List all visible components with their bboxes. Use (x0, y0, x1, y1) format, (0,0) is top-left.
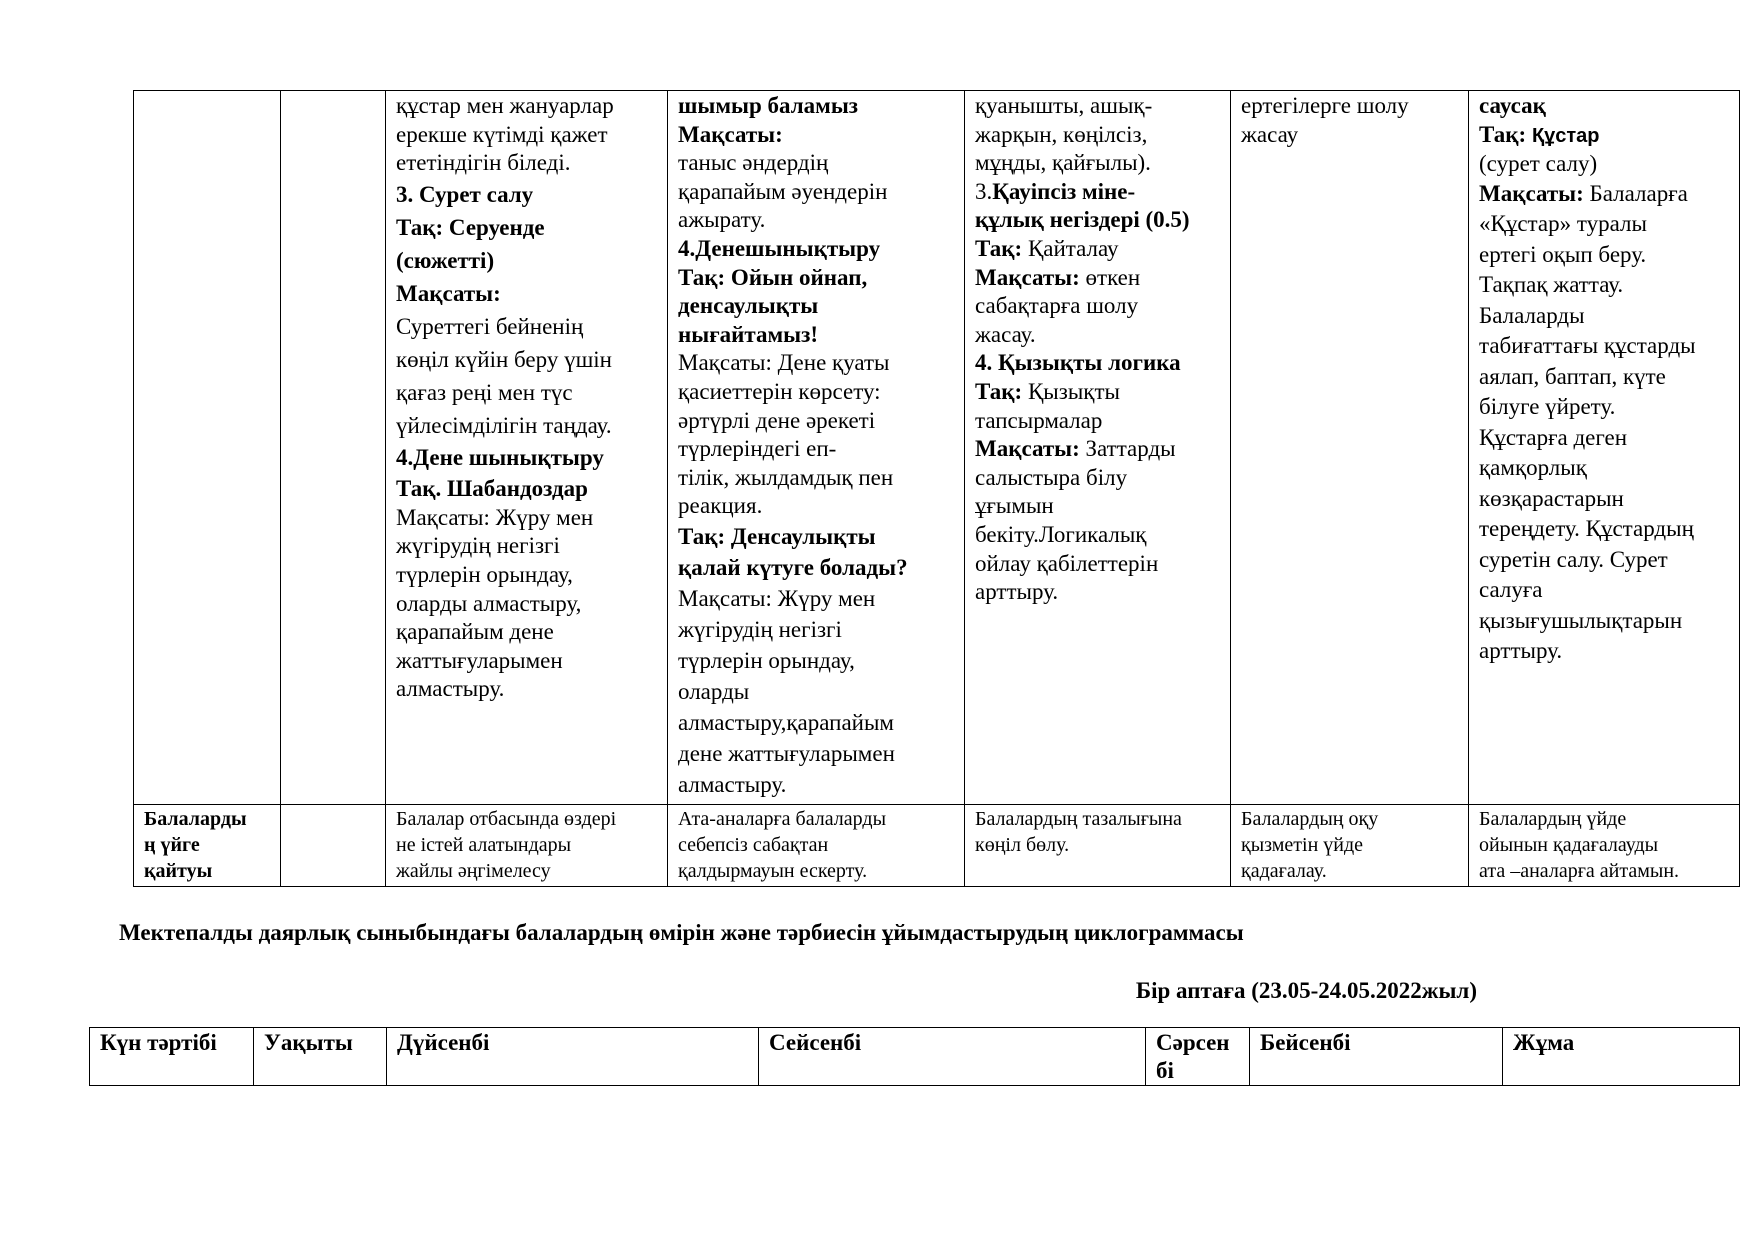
labeled-text (975, 264, 1220, 350)
cell-text: 4.Денешынықтыру Тақ: Ойын ойнап, денсаулықты нығайтамыз! (678, 235, 881, 347)
cell-thursday-activities (1231, 91, 1469, 805)
header-cell: Күн тәртібі (90, 1028, 254, 1086)
label: Тақ: (975, 378, 1023, 404)
cell-text: Мақсаты: Жүру мен жүгірудің негізгі түрлерін орындау, оларды алмастыру,қарапайым дене жаттығуларымен алмастыру. (678, 585, 895, 797)
cell-wednesday: Балалардың тазалығына көңіл бөлу. (965, 805, 1231, 887)
goal-text: Балаларға «Құстар» туралы ертегі оқып беру. Тақпақ жаттау. Балаларды табиғаттағы құстарды аялап, баптап, күте білуге үйрету. Құстарға деген қамқорлық көзқарастарын тереңдету. Құстардың суретін салу. Сурет салуға қызығушылықтарын арттыру. (1479, 180, 1696, 664)
text-run: Қауіпсіз міне- құлық негіздері (0.5) (975, 178, 1190, 233)
week-subheading: Бір аптаға (23.05-24.05.2022жыл) (1135, 978, 1477, 1003)
value: Қызықты тапсырмалар (975, 378, 1120, 433)
cell-text: Тақ: Денсаулықты қалай күтуге болады? (678, 523, 908, 580)
header-cell: Дүйсенбі (387, 1028, 759, 1086)
header-cell: Уақыты (254, 1028, 387, 1086)
labeled-text (975, 235, 1220, 264)
cell-friday-activities (1469, 91, 1740, 805)
cell-text: саусақ (1479, 93, 1546, 118)
cell-text: Мақсаты: Жүру мен жүгірудің негізгі түрлерін орындау, оларды алмастыру, қарапайым дене жаттығуларымен алмастыру. (396, 504, 594, 702)
value: Қайталау (1022, 235, 1119, 261)
header-cell: Жұма (1503, 1028, 1740, 1086)
cell-text: құстар мен жануарлар ерекше күтімді қажет ететіндігін біледі. (396, 93, 614, 176)
cell-empty (281, 805, 386, 887)
header-cell: Сейсенбі (759, 1028, 1146, 1086)
cell-tuesday: Ата-аналарға балаларды себепсіз сабақтан қалдырмауын ескерту. (668, 805, 965, 887)
table-row (134, 91, 1740, 805)
document-heading: Мектепалды даярлық сыныбындағы балалардың өмірін және тәрбиесін ұйымдастырудың циклограммасы (119, 920, 1244, 945)
cell-text: Мақсаты: Дене қуаты қасиеттерін көрсету: әртүрлі дене әрекеті түрлеріндегі еп- тілік, жылдамдық пен реакция. (678, 350, 894, 519)
cell-text: таныс әндердің қарапайым әуендерін ажырату. (678, 150, 888, 233)
cell-text: 4. Қызықты логика (975, 350, 1181, 376)
cell-thursday: Балалардың оқу қызметін үйде қадағалау. (1231, 805, 1469, 887)
label: Мақсаты: (975, 264, 1080, 290)
cell-empty (281, 91, 386, 805)
row-label-going-home: Балаларды ң үйге қайтуы (134, 805, 281, 887)
cell-text: (сурет салу) (1479, 151, 1598, 177)
cell-monday-activities (386, 91, 668, 805)
cell-text: 4.Дене шынықтыру Тақ. Шабандоздар (396, 444, 604, 501)
cell-empty (134, 91, 281, 805)
label-maqsaty: Мақсаты: (1479, 180, 1584, 206)
cell-text: ертегілерге шолу жасау (1241, 93, 1409, 147)
cell-text: қуанышты, ашық- жарқын, көңілсіз, мұңды, қайғылы). (975, 93, 1153, 176)
value: өткен сабақтарға шолу жасау. (975, 264, 1141, 347)
label: Тақ: (975, 235, 1023, 261)
cell-text: Тақ: Серуенде (сюжетті) (396, 214, 545, 273)
cell-tuesday-activities (668, 91, 965, 805)
labeled-text (975, 378, 1220, 435)
cell-friday: Балалардың үйде ойынын қадағалауды ата –аналарға айтамын. (1469, 805, 1740, 887)
labeled-text (975, 435, 1220, 607)
schedule-table-continued (133, 90, 1740, 887)
topic-text: Құстар (1531, 124, 1600, 147)
table-row (134, 805, 1740, 887)
header-cell: Бейсенбі (1250, 1028, 1503, 1086)
header-cell: Сәрсен бі (1146, 1028, 1250, 1086)
cell-text: Суреттегі бейненің көңіл күйін беру үшін қағаз реңі мен түс үйлесімділігін таңдау. (396, 313, 612, 438)
label-tak: Тақ: (1479, 121, 1527, 147)
cell-monday: Балалар отбасында өздері не істей алатындары жайлы әңгімелесу (386, 805, 668, 887)
cell-wednesday-activities (965, 91, 1231, 805)
text-run: 3. (975, 178, 993, 204)
label: Мақсаты: (975, 436, 1080, 462)
cell-text (975, 178, 1220, 235)
cell-text: Мақсаты: (396, 280, 501, 306)
schedule-header-table (89, 1027, 1740, 1086)
value: Заттарды салыстыра білу ұғымын бекіту.Логикалық ойлау қабілеттерін арттыру. (975, 436, 1176, 605)
table-header-row (90, 1028, 1740, 1086)
cell-text: 3. Сурет салу (396, 181, 534, 207)
cell-text: шымыр баламыз Мақсаты: (678, 93, 859, 147)
